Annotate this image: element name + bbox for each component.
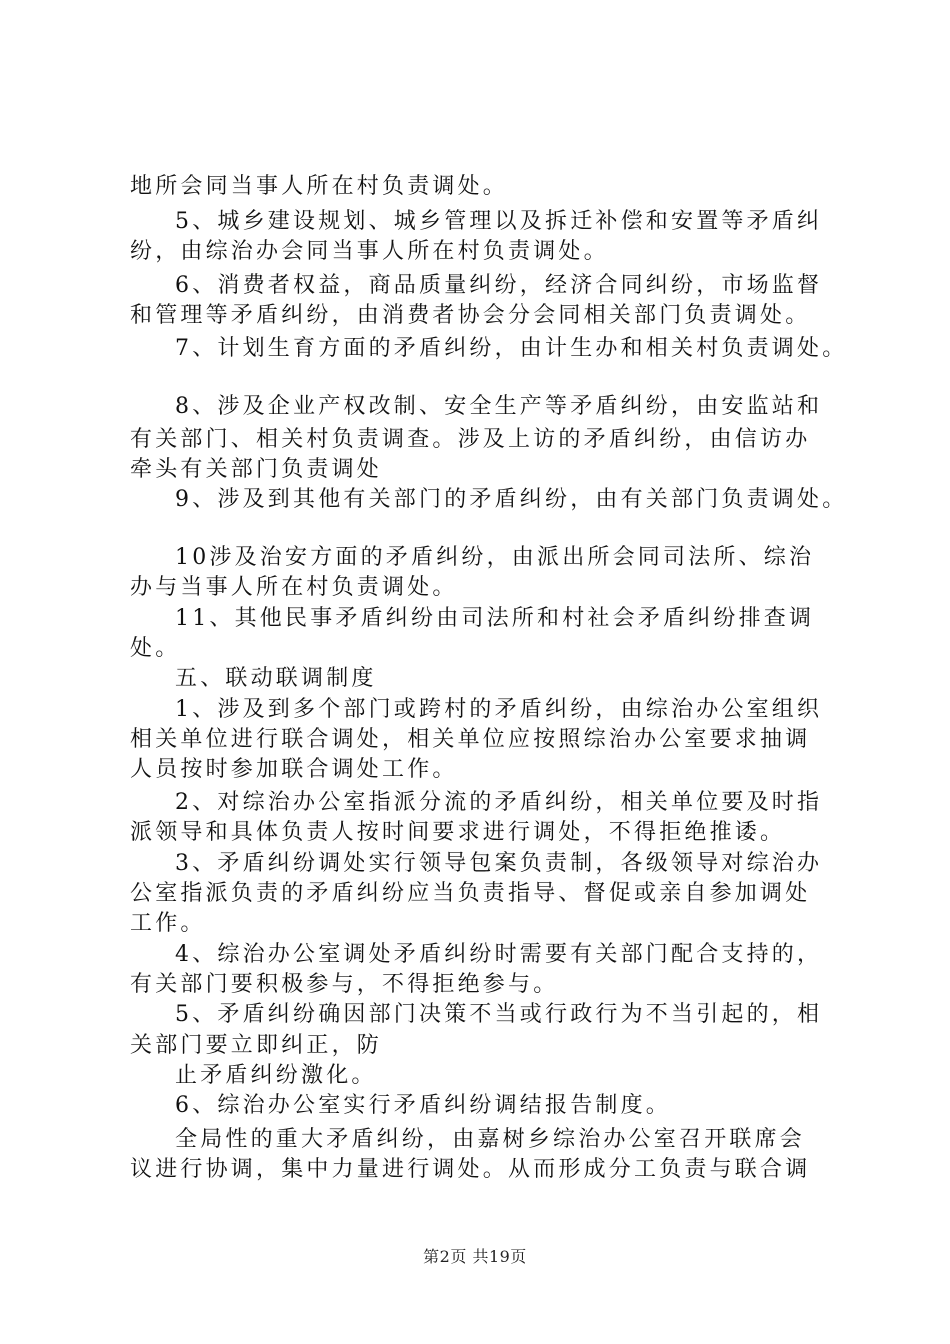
text-line: 7、计划生育方面的矛盾纠纷，由计生办和相关村负责调处。 [175,336,848,361]
text-line: 和管理等矛盾纠纷，由消费者协会分会同相关部门负责调处。 [130,303,811,328]
text-line: 止矛盾纠纷激化。 [175,1063,377,1088]
text-line: 6、综治办公室实行矛盾纠纷调结报告制度。 [175,1093,671,1118]
text-line: 地所会同当事人所在村负责调处。 [130,174,509,199]
text-line: 8、涉及企业产权改制、安全生产等矛盾纠纷，由安监站和 [175,394,823,419]
text-line: 关部门要立即纠正，防 [130,1033,383,1058]
text-line: 1、涉及到多个部门或跨村的矛盾纠纷，由综治办公室组织 [175,697,823,722]
text-line: 工作。 [130,911,206,936]
text-line: 5、城乡建设规划、城乡管理以及拆迁补偿和安置等矛盾纠 [175,209,823,234]
text-line: 6、消费者权益，商品质量纠纷，经济合同纠纷，市场监督 [175,273,823,298]
text-line: 10涉及治安方面的矛盾纠纷，由派出所会同司法所、综治 [175,545,815,570]
text-line: 议进行协调，集中力量进行调处。从而形成分工负责与联合调 [130,1157,811,1182]
text-line: 有关部门要积极参与，不得拒绝参与。 [130,972,559,997]
text-line: 纷，由综治办会同当事人所在村负责调处。 [130,239,609,264]
text-line: 公室指派负责的矛盾纠纷应当负责指导、督促或亲自参加调处 [130,881,811,906]
text-line: 处。 [130,636,181,661]
text-line: 牵头有关部门负责调处 [130,457,383,482]
text-line: 有关部门、相关村负责调查。涉及上访的矛盾纠纷，由信访办 [130,427,811,452]
text-line: 11、其他民事矛盾纠纷由司法所和村社会矛盾纠纷排查调 [175,606,815,631]
text-line: 人员按时参加联合调处工作。 [130,757,458,782]
text-line: 2、对综治办公室指派分流的矛盾纠纷，相关单位要及时指 [175,790,823,815]
text-line: 5、矛盾纠纷确因部门决策不当或行政行为不当引起的，相 [175,1002,823,1027]
text-line: 9、涉及到其他有关部门的矛盾纠纷，由有关部门负责调处。 [175,487,848,512]
text-line: 办与当事人所在村负责调处。 [130,575,458,600]
text-line: 4、综治办公室调处矛盾纠纷时需要有关部门配合支持的， [175,942,823,967]
text-line: 全局性的重大矛盾纠纷，由嘉树乡综治办公室召开联席会 [175,1127,806,1152]
text-line: 3、矛盾纠纷调处实行领导包案负责制，各级领导对综治办 [175,851,823,876]
text-line: 派领导和具体负责人按时间要求进行调处，不得拒绝推诿。 [130,820,786,845]
text-line: 相关单位进行联合调处，相关单位应按照综治办公室要求抽调 [130,727,811,752]
section-heading: 五、联动联调制度 [175,666,377,691]
page-number-footer: 第2页 共19页 [423,1247,527,1266]
